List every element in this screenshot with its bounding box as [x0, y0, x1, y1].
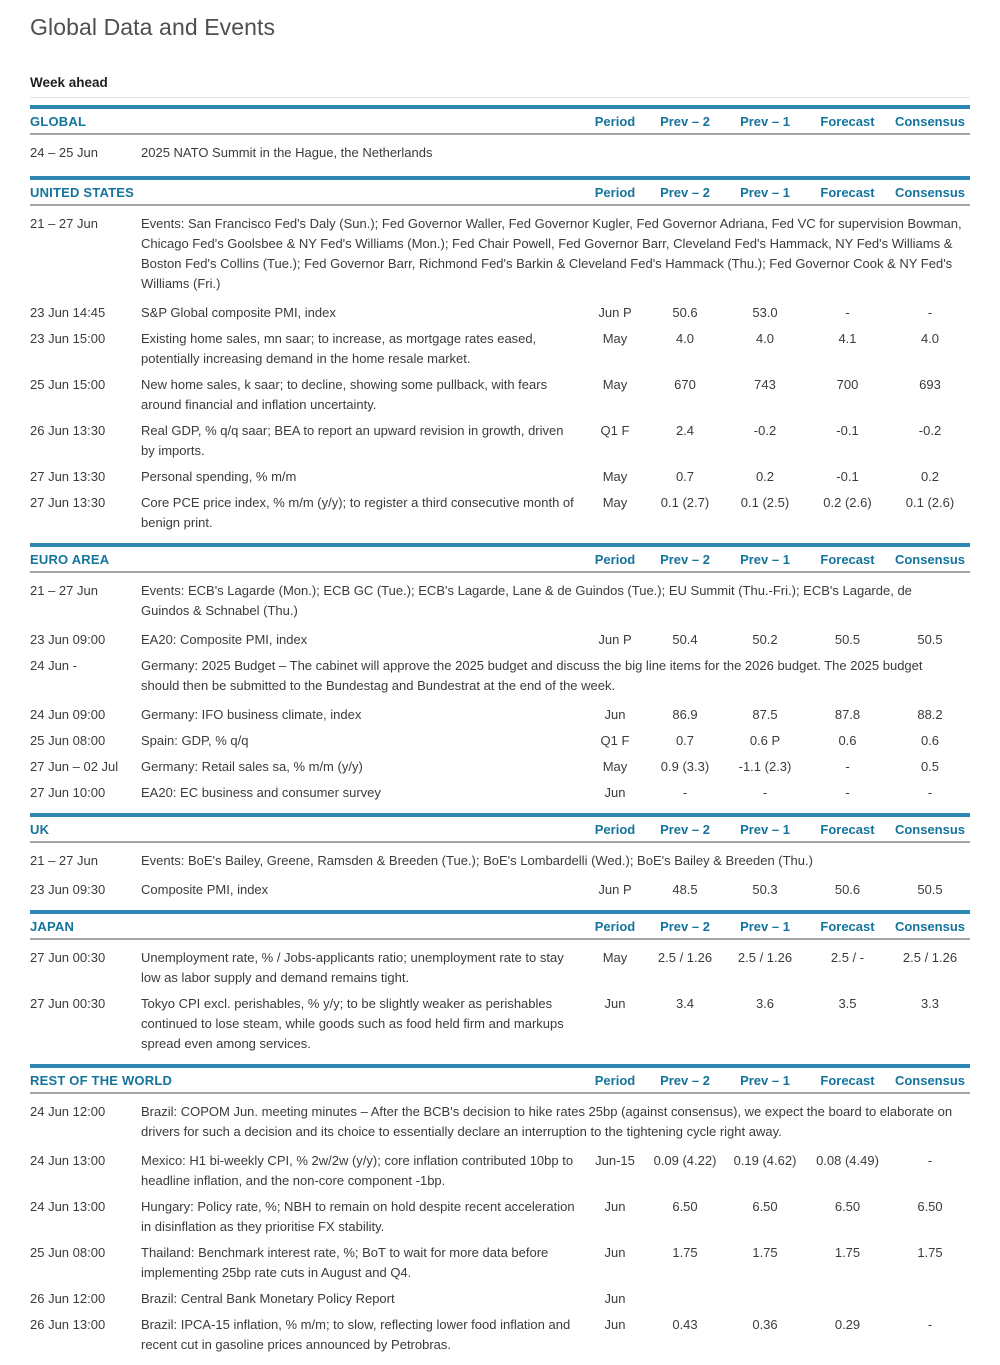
- section-rows: [30, 135, 970, 176]
- section-header: [30, 1064, 970, 1094]
- section-rows: [30, 206, 970, 543]
- event-description: Germany: Retail sales sa, % m/m (y/y): [141, 759, 363, 774]
- event-date: 23 Jun 09:00: [30, 632, 106, 647]
- value-period: Jun: [604, 1291, 626, 1306]
- value-forecast: 0.2 (2.6): [823, 495, 872, 510]
- event-description: S&P Global composite PMI, index: [141, 305, 336, 320]
- table-row: [30, 728, 970, 754]
- table-row: [30, 211, 970, 300]
- table-row: [30, 754, 970, 780]
- event-date: 23 Jun 14:45: [30, 305, 106, 320]
- value-prev2: 6.50: [672, 1199, 698, 1214]
- value-period: May: [602, 331, 628, 346]
- event-date: 25 Jun 08:00: [30, 1245, 106, 1260]
- value-prev1: 0.1 (2.5): [740, 495, 790, 510]
- value-forecast: 1.75: [834, 1245, 861, 1260]
- section-title: REST OF THE WORLD: [30, 1073, 173, 1088]
- value-period: Jun: [604, 785, 626, 800]
- event-description: EA20: EC business and consumer survey: [141, 785, 381, 800]
- column-header-prev1: Prev – 1: [740, 822, 790, 837]
- column-header-prev2: Prev – 2: [660, 919, 710, 934]
- table-row: [30, 653, 970, 702]
- value-prev2: 3.4: [675, 996, 695, 1011]
- value-forecast: -: [845, 785, 850, 800]
- event-date: 25 Jun 15:00: [30, 377, 106, 392]
- table-row: [30, 1286, 970, 1312]
- value-consensus: 693: [919, 377, 941, 392]
- event-date: 26 Jun 13:30: [30, 423, 106, 438]
- event-description: Events: BoE's Bailey, Greene, Ramsden & Breeden (Tue.); BoE's Lombardelli (Wed.); BoE's Bailey & Breeden (Thu.): [141, 853, 813, 868]
- table-row: [30, 1099, 970, 1148]
- section-rows: [30, 940, 970, 1064]
- value-prev1: 0.19 (4.62): [733, 1153, 797, 1168]
- event-description: Events: San Francisco Fed's Daly (Sun.); Fed Governor Waller, Fed Governor Kugler, Fed Governor Adriana, Fed VC for supervision Bowman, Chicago Fed's Goolsbee & NY Fed's Williams (Mon.); Fed Chair Powell, Fed Governor Barr, Cleveland Fed's Hammack, NY Fed's Williams & Boston Fed's Collins (Tue.); Fed Governor Barr, Richmond Fed's Barkin & Cleveland Fed's Hammack (Thu.); Fed Governor Cook & NY Fed's Williams (Fri.): [141, 216, 962, 291]
- column-header-period: Period: [594, 919, 636, 934]
- value-consensus: -0.2: [918, 423, 942, 438]
- value-prev1: -1.1 (2.3): [738, 759, 792, 774]
- event-description: Unemployment rate, % / Jobs-applicants ratio; unemployment rate to stay low as labor supply and demand remains tight.: [141, 950, 564, 985]
- value-prev1: 4.0: [755, 331, 775, 346]
- value-forecast: 0.08 (4.49): [816, 1153, 879, 1168]
- table-row: [30, 1312, 970, 1358]
- value-forecast: -0.1: [836, 469, 859, 484]
- value-forecast: -: [845, 759, 850, 774]
- value-consensus: 88.2: [917, 707, 943, 722]
- event-date: 24 Jun 09:00: [30, 707, 106, 722]
- column-header-prev1: Prev – 1: [740, 552, 790, 567]
- value-consensus: 0.2: [920, 469, 940, 484]
- value-prev2: 0.9 (3.3): [660, 759, 710, 774]
- table-row: [30, 1148, 970, 1194]
- event-date: 27 Jun 00:30: [30, 996, 106, 1011]
- section-header: [30, 176, 970, 206]
- table-row: [30, 991, 970, 1057]
- event-date: 21 – 27 Jun: [30, 216, 98, 231]
- value-consensus: 50.5: [917, 632, 943, 647]
- event-description: Brazil: COPOM Jun. meeting minutes – After the BCB's decision to hike rates 25bp (against consensus), we expect the board to elaborate on drivers for such a decision and its choice to essentially declare an interruption to the tightening cycle right away.: [141, 1104, 953, 1139]
- event-date: 21 – 27 Jun: [30, 853, 98, 868]
- column-header-consensus: Consensus: [894, 919, 966, 934]
- column-header-prev2: Prev – 2: [660, 822, 710, 837]
- value-consensus: 0.6: [920, 733, 940, 748]
- value-prev1: -: [762, 785, 768, 800]
- event-date: 27 Jun 10:00: [30, 785, 106, 800]
- value-prev1: 743: [754, 377, 776, 392]
- value-consensus: -: [927, 785, 933, 800]
- column-header-prev2: Prev – 2: [660, 185, 710, 200]
- event-date: 25 Jun 08:00: [30, 733, 106, 748]
- event-description: New home sales, k saar; to decline, showing some pullback, with fears around financial and inflation uncertainty.: [141, 377, 548, 412]
- table-row: [30, 1194, 970, 1240]
- event-description: Spain: GDP, % q/q: [141, 733, 249, 748]
- value-prev2: 2.4: [675, 423, 695, 438]
- table-row: [30, 578, 970, 627]
- table-row: [30, 418, 970, 464]
- section-uk: [30, 813, 970, 910]
- value-forecast: 50.5: [834, 632, 861, 647]
- value-forecast: -0.1: [836, 423, 859, 438]
- value-period: May: [602, 469, 628, 484]
- section-united-states: [30, 176, 970, 543]
- event-description: 2025 NATO Summit in the Hague, the Netherlands: [141, 145, 433, 160]
- column-header-prev1: Prev – 1: [740, 185, 790, 200]
- value-period: Jun P: [598, 305, 632, 320]
- table-row: [30, 326, 970, 372]
- section-title: UK: [30, 822, 50, 837]
- column-header-prev1: Prev – 1: [740, 1073, 790, 1088]
- section-header: [30, 105, 970, 135]
- value-period: Jun P: [598, 882, 632, 897]
- table-row: [30, 945, 970, 991]
- event-date: 27 Jun 13:30: [30, 469, 106, 484]
- value-prev2: 0.09 (4.22): [653, 1153, 717, 1168]
- event-date: 24 Jun 13:00: [30, 1199, 106, 1214]
- value-consensus: -: [927, 1317, 933, 1332]
- column-header-period: Period: [594, 185, 636, 200]
- column-header-forecast: Forecast: [820, 1073, 875, 1088]
- section-global: [30, 105, 970, 176]
- value-period: May: [602, 950, 628, 965]
- value-prev1: 0.36: [752, 1317, 778, 1332]
- column-header-forecast: Forecast: [820, 919, 875, 934]
- value-consensus: 4.0: [920, 331, 940, 346]
- table-row: [30, 464, 970, 490]
- value-period: Jun: [604, 707, 626, 722]
- value-prev2: 0.7: [675, 469, 695, 484]
- event-description: Brazil: Central Bank Monetary Policy Report: [141, 1291, 395, 1306]
- event-description: Thailand: Benchmark interest rate, %; BoT to wait for more data before implementing 25bp rate cuts in August and Q4.: [141, 1245, 549, 1280]
- event-description: Mexico: H1 bi-weekly CPI, % 2w/2w (y/y); core inflation contributed 10bp to headline inflation, and the non-core component -1bp.: [141, 1153, 574, 1188]
- value-consensus: 3.3: [920, 996, 940, 1011]
- section-title: JAPAN: [30, 919, 75, 934]
- value-forecast: 0.6: [838, 733, 857, 748]
- value-consensus: 0.1 (2.6): [905, 495, 955, 510]
- section-rest-of-the-world: [30, 1064, 970, 1365]
- column-header-prev2: Prev – 2: [660, 114, 710, 129]
- value-prev2: 48.5: [672, 882, 698, 897]
- table-row: [30, 877, 970, 903]
- value-consensus: 50.5: [917, 882, 943, 897]
- event-date: 27 Jun – 02 Jul: [30, 759, 119, 774]
- column-header-consensus: Consensus: [894, 114, 966, 129]
- event-description: Real GDP, % q/q saar; BEA to report an upward revision in growth, driven by imports.: [141, 423, 564, 458]
- table-row: [30, 702, 970, 728]
- value-prev2: 0.1 (2.7): [660, 495, 710, 510]
- column-header-forecast: Forecast: [820, 552, 875, 567]
- value-prev2: 2.5 / 1.26: [657, 950, 713, 965]
- section-title: UNITED STATES: [30, 185, 134, 200]
- value-forecast: 87.8: [834, 707, 861, 722]
- value-prev1: 2.5 / 1.26: [737, 950, 793, 965]
- value-period: Jun P: [598, 632, 632, 647]
- section-title: GLOBAL: [30, 114, 87, 129]
- section-header: [30, 910, 970, 940]
- value-forecast: 4.1: [838, 331, 857, 346]
- column-header-forecast: Forecast: [820, 185, 875, 200]
- value-prev2: 50.4: [672, 632, 698, 647]
- table-row: [30, 140, 970, 169]
- event-description: Hungary: Policy rate, %; NBH to remain on hold despite recent acceleration in disinflation as they prioritise FX stability.: [141, 1199, 575, 1234]
- value-period: Jun-15: [595, 1153, 635, 1168]
- column-header-period: Period: [594, 552, 636, 567]
- event-description: Existing home sales, mn saar; to increase, as mortgage rates eased, potentially increasing demand in the home resale market.: [141, 331, 537, 366]
- event-description: Tokyo CPI excl. perishables, % y/y; to be slightly weaker as perishables continued to lose steam, while goods such as food held firm and markups spread even among services.: [141, 996, 564, 1051]
- column-header-consensus: Consensus: [894, 185, 966, 200]
- value-forecast: 50.6: [834, 882, 861, 897]
- value-forecast: 2.5 / -: [830, 950, 865, 965]
- value-forecast: -: [845, 305, 850, 320]
- event-date: 26 Jun 12:00: [30, 1291, 106, 1306]
- value-period: Q1 F: [600, 423, 630, 438]
- value-prev2: -: [682, 785, 688, 800]
- event-date: 23 Jun 15:00: [30, 331, 106, 346]
- event-description: Germany: IFO business climate, index: [141, 707, 362, 722]
- column-header-period: Period: [594, 822, 636, 837]
- event-date: 24 Jun -: [30, 658, 77, 673]
- value-prev2: 1.75: [672, 1245, 698, 1260]
- value-period: Jun: [604, 1245, 626, 1260]
- value-consensus: -: [927, 1153, 933, 1168]
- week-ahead-label: Week ahead: [30, 75, 970, 98]
- value-period: May: [602, 495, 628, 510]
- event-date: 21 – 27 Jun: [30, 583, 98, 598]
- table-row: [30, 848, 970, 877]
- value-period: Q1 F: [600, 733, 630, 748]
- section-rows: [30, 843, 970, 910]
- table-row: [30, 490, 970, 536]
- value-forecast: 700: [836, 377, 859, 392]
- page-title: Global Data and Events: [30, 14, 276, 40]
- section-euro-area: [30, 543, 970, 813]
- value-prev1: 50.2: [752, 632, 778, 647]
- value-prev2: 4.0: [675, 331, 695, 346]
- value-prev1: 3.6: [755, 996, 775, 1011]
- section-rows: [30, 1094, 970, 1365]
- column-header-consensus: Consensus: [894, 552, 966, 567]
- column-header-prev1: Prev – 1: [740, 114, 790, 129]
- event-description: Brazil: IPCA-15 inflation, % m/m; to slow, reflecting lower food inflation and recent cut in gasoline prices announced by Petrobras.: [141, 1317, 571, 1352]
- column-header-period: Period: [594, 1073, 636, 1088]
- value-period: Jun: [604, 1199, 626, 1214]
- value-prev2: 0.7: [675, 733, 695, 748]
- event-description: EA20: Composite PMI, index: [141, 632, 308, 647]
- section-japan: [30, 910, 970, 1064]
- value-forecast: 0.29: [834, 1317, 861, 1332]
- value-consensus: 0.5: [920, 759, 940, 774]
- table-row: [30, 1240, 970, 1286]
- table-row: [30, 780, 970, 806]
- event-date: 24 Jun 12:00: [30, 1104, 106, 1119]
- event-date: 24 Jun 13:00: [30, 1153, 106, 1168]
- column-header-consensus: Consensus: [894, 1073, 966, 1088]
- table-row: [30, 372, 970, 418]
- event-description: Core PCE price index, % m/m (y/y); to register a third consecutive month of benign print.: [141, 495, 574, 530]
- value-consensus: -: [927, 305, 933, 320]
- section-title: EURO AREA: [30, 552, 110, 567]
- value-prev1: -0.2: [753, 423, 777, 438]
- value-period: May: [602, 377, 628, 392]
- value-prev1: 0.6 P: [749, 733, 781, 748]
- event-description: Personal spending, % m/m: [141, 469, 297, 484]
- event-date: 27 Jun 13:30: [30, 495, 106, 510]
- column-header-consensus: Consensus: [894, 822, 966, 837]
- event-date: 27 Jun 00:30: [30, 950, 106, 965]
- column-header-period: Period: [594, 114, 636, 129]
- event-description: Composite PMI, index: [141, 882, 269, 897]
- section-header: [30, 813, 970, 843]
- table-row: [30, 627, 970, 653]
- sections-container: [30, 105, 970, 1365]
- event-description: Germany: 2025 Budget – The cabinet will approve the 2025 budget and discuss the big line items for the 2026 budget. The 2025 budget should then be submitted to the Bundestag and Bundestrat at the end of the week.: [141, 658, 923, 693]
- column-header-prev1: Prev – 1: [740, 919, 790, 934]
- event-description: Events: ECB's Lagarde (Mon.); ECB GC (Tue.); ECB's Lagarde, Lane & de Guindos (Tue.); EU Summit (Thu.-Fri.); ECB's Lagarde, de Guindos & Schnabel (Thu.): [141, 583, 912, 618]
- value-prev2: 0.43: [672, 1317, 698, 1332]
- value-prev1: 87.5: [752, 707, 778, 722]
- event-date: 24 – 25 Jun: [30, 145, 98, 160]
- column-header-prev2: Prev – 2: [660, 1073, 710, 1088]
- value-prev1: 50.3: [752, 882, 778, 897]
- value-consensus: 2.5 / 1.26: [902, 950, 958, 965]
- value-period: May: [602, 759, 628, 774]
- value-consensus: 1.75: [917, 1245, 943, 1260]
- value-period: Jun: [604, 1317, 626, 1332]
- value-forecast: 6.50: [834, 1199, 861, 1214]
- value-prev2: 670: [674, 377, 696, 392]
- value-period: Jun: [604, 996, 626, 1011]
- column-header-prev2: Prev – 2: [660, 552, 710, 567]
- section-header: [30, 543, 970, 573]
- value-prev1: 6.50: [752, 1199, 778, 1214]
- column-header-forecast: Forecast: [820, 822, 875, 837]
- value-prev1: 1.75: [752, 1245, 778, 1260]
- value-forecast: 3.5: [838, 996, 857, 1011]
- section-rows: [30, 573, 970, 813]
- value-prev1: 53.0: [752, 305, 778, 320]
- column-header-forecast: Forecast: [820, 114, 875, 129]
- value-prev1: 0.2: [755, 469, 775, 484]
- value-prev2: 86.9: [672, 707, 698, 722]
- event-date: 23 Jun 09:30: [30, 882, 106, 897]
- event-date: 26 Jun 13:00: [30, 1317, 106, 1332]
- table-row: [30, 300, 970, 326]
- value-consensus: 6.50: [917, 1199, 943, 1214]
- value-prev2: 50.6: [672, 305, 698, 320]
